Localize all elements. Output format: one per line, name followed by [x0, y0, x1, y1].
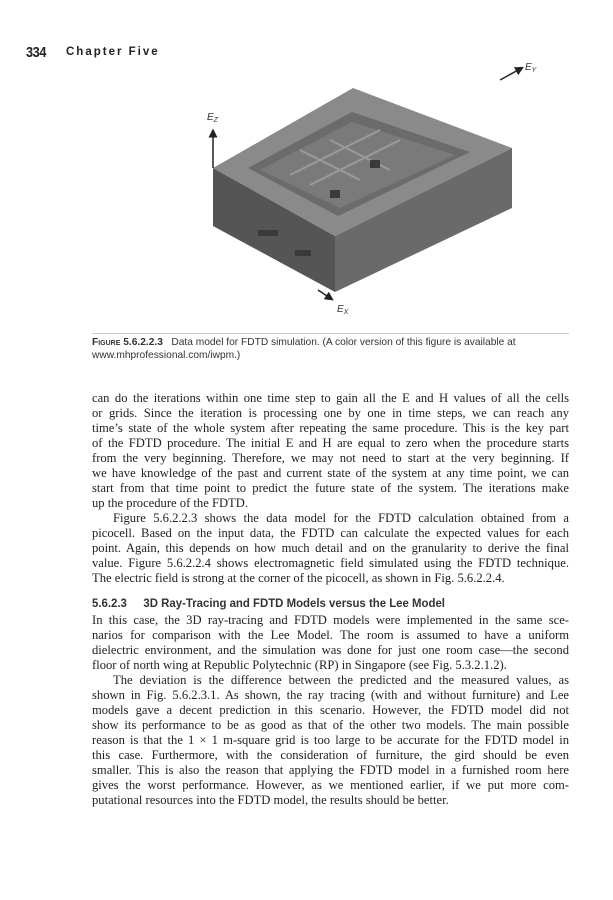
- ey-label: $E_Y$: [525, 62, 537, 74]
- caption-url: www.mhprofessional.com/iwpm.): [92, 350, 241, 361]
- ex-axis-arrow: [318, 290, 330, 298]
- text-line: picocell. Based on the input data, the FDTD can calculate the expected values for each: [92, 526, 569, 540]
- paragraph-3: [92, 613, 569, 808]
- text-line: point. Again, this depends on how much detail and on the granularity to derive the final: [92, 541, 569, 555]
- section-heading: [92, 596, 462, 611]
- text-line: Figure 5.6.2.2.3 shows the data model for the FDTD calculation obtained from a: [113, 511, 569, 525]
- text-line: smaller. This is also the reason that applying the FDTD model in a furnished room here: [92, 763, 569, 777]
- text-line: time’s state of the whole system after repeating the same procedure. This is the key part: [92, 421, 569, 435]
- figure-label: Figure 5.6.2.2.3: [92, 337, 163, 348]
- text-line: shown in Fig. 5.6.2.3.1. As shown, the ray tracing (with and without furniture) and Lee: [92, 688, 569, 702]
- caption-rule: [92, 333, 569, 334]
- text-line: gives the worst performance. However, as we mentioned earlier, if we put more com-: [92, 778, 569, 792]
- section-number: 5.6.2.3: [92, 596, 127, 610]
- paragraph-1: [92, 391, 569, 586]
- text-line: can do the iterations within one time step to gain all the E and H values of all the cells: [92, 391, 569, 405]
- text-line: models gave a decent prediction in this scenario. However, the FDTD model did not: [92, 703, 569, 717]
- fdtd-3d-model-figure: [0, 0, 613, 330]
- text-line: from the very beginning. Therefore, we may not need to start at the very beginning. If: [92, 451, 569, 465]
- text-line: floor of north wing at Republic Polytechnic (RP) in Singapore (see Fig. 5.3.2.1.2).: [92, 658, 507, 672]
- figure-caption: [92, 336, 572, 362]
- text-line: show its performance to be as good as that of the other two models. The main possible: [92, 718, 569, 732]
- ez-label: $E_Z$: [207, 112, 218, 124]
- chapter-title: Chapter Five: [66, 46, 160, 58]
- text-line: The electric field is strong at the corner of the picocell, as shown in Fig. 5.6.2.2.4.: [92, 571, 505, 585]
- text-line: this case. Furthermore, with the consideration of furniture, the gird should be even: [92, 748, 569, 762]
- text-line: value. Figure 5.6.2.2.4 shows electromagnetic field simulated using the FDTD technique.: [92, 556, 569, 570]
- text-line: up the procedure of the FDTD.: [92, 496, 248, 510]
- text-line: reason is that the 1 × 1 m-square grid is too large to be accurate for the FDTD model in: [92, 733, 569, 747]
- text-line: narios for comparison with the Lee Model. The room is assumed to have a uniform: [92, 628, 569, 642]
- text-line: of the FDTD procedure. The initial E and H are equal to zero when the procedure starts: [92, 436, 569, 450]
- text-line: or grids. Since the iteration is processing one by one in time steps, we can reach any: [92, 406, 569, 420]
- caption-text: Data model for FDTD simulation. (A color version of this figure is available at: [171, 337, 516, 348]
- page-number: 334: [26, 44, 47, 61]
- text-line: dielectric environment, and the simulation was done for just one room case—the second: [92, 643, 569, 657]
- text-line: start from that time point to predict the future state of the system. The iterations make: [92, 481, 569, 495]
- text-line: In this case, the 3D ray-tracing and FDTD models were implemented in the same sce-: [92, 613, 569, 627]
- section-title: 3D Ray-Tracing and FDTD Models versus the Lee Model: [143, 596, 445, 610]
- text-line: we have knowledge of the past and current state of the system at any time point, we can: [92, 466, 569, 480]
- ey-axis-arrow: [500, 69, 520, 80]
- text-line: The deviation is the difference between the predicted and the measured values, as: [113, 673, 569, 687]
- ex-label: $E_X$: [337, 304, 349, 316]
- text-line: putational resources into the FDTD model, the results should be better.: [92, 793, 449, 807]
